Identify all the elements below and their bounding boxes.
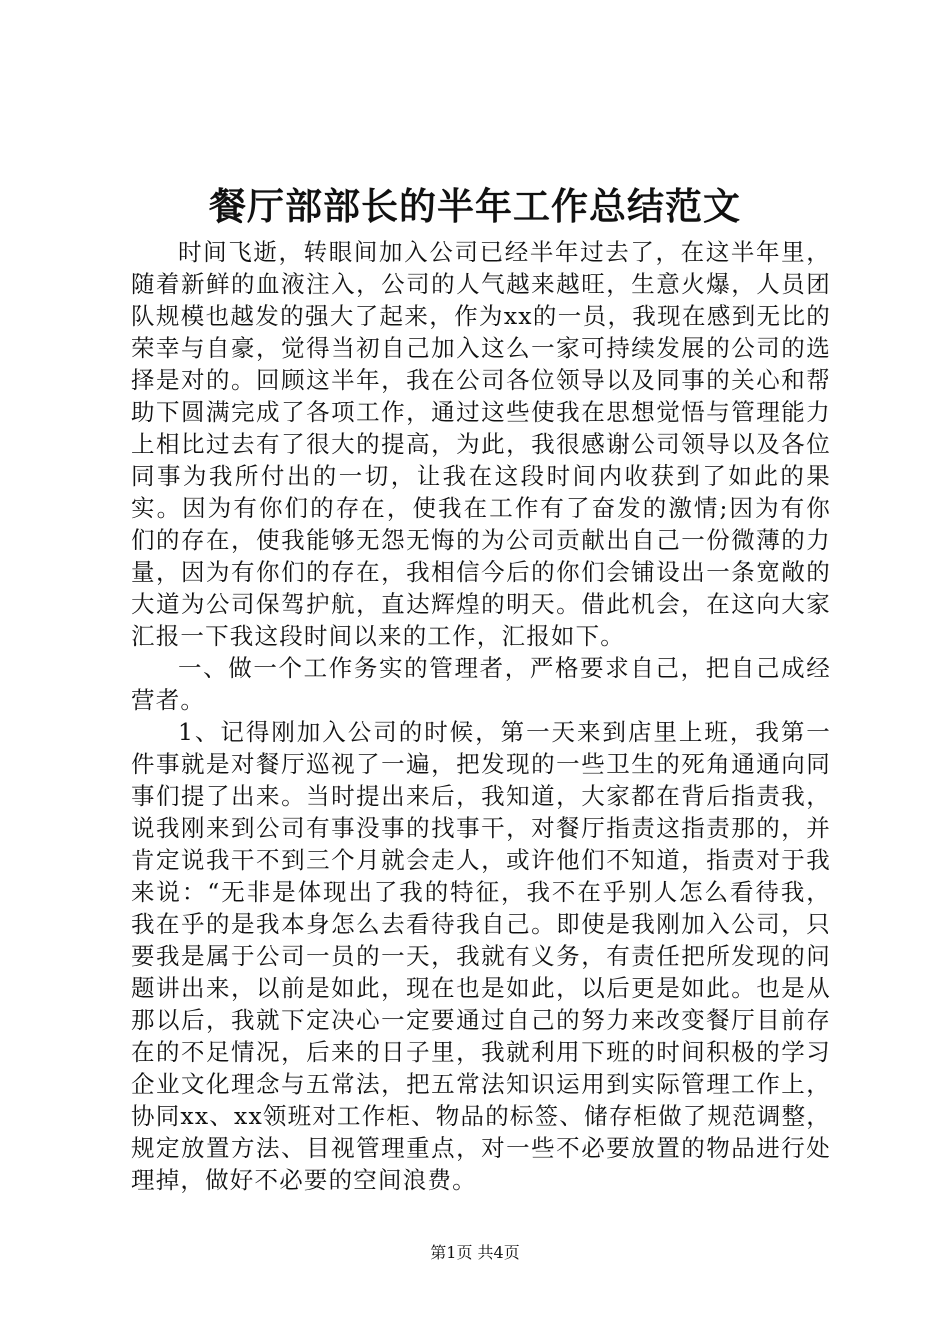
document-body bbox=[131, 236, 831, 1196]
paragraph-section-heading: 一、做一个工作务实的管理者，严格要求自己，把自己成经营者。 bbox=[131, 654, 831, 714]
page-footer: 第1页 共4页 bbox=[430, 1243, 520, 1262]
document-title: 餐厅部部长的半年工作总结范文 bbox=[209, 184, 741, 228]
paragraph-item-1: 1、记得刚加入公司的时候，第一天来到店里上班，我第一件事就是对餐厅巡视了一遍，把发现的一些卫生的死角通通向同事们提了出来。当时提出来后，我知道，大家都在背后指责我，说我刚来到公司有事没事的找事干，对餐厅指责这指责那的，并肯定说我干不到三个月就会走人，或许他们不知道，指责对于我来说：“无非是体现出了我的特征，我不在乎别人怎么看待我，我在乎的是我本身怎么去看待我自己。即使是我刚加入公司，只要我是属于公司一员的一天，我就有义务，有责任把所发现的问题讲出来，以前是如此，现在也是如此，以后更是如此。也是从那以后，我就下定决心一定要通过自己的努力来改变餐厅目前存在的不足情况，后来的日子里，我就利用下班的时间积极的学习企业文化理念与五常法，把五常法知识运用到实际管理工作上，协同xx、xx领班对工作柜、物品的标签、储存柜做了规范调整，规定放置方法、目视管理重点，对一些不必要放置的物品进行处理掉，做好不必要的空间浪费。 bbox=[131, 718, 832, 1194]
paragraph-intro: 时间飞逝，转眼间加入公司已经半年过去了，在这半年里，随着新鲜的血液注入，公司的人气越来越旺，生意火爆，人员团队规模也越发的强大了起来，作为xx的一员，我现在感到无比的荣幸与自豪，觉得当初自己加入这么一家可持续发展的公司的选择是对的。回顾这半年，我在公司各位领导以及同事的关心和帮助下圆满完成了各项工作，通过这些使我在思想觉悟与管理能力上相比过去有了很大的提高，为此，我很感谢公司领导以及各位同事为我所付出的一切，让我在这段时间内收获到了如此的果实。因为有你们的存在，使我在工作有了奋发的激情;因为有你们的存在，使我能够无怨无悔的为公司贡献出自己一份微薄的力量，因为有你们的存在，我相信今后的你们会铺设出一条宽敞的大道为公司保驾护航，直达辉煌的明天。借此机会，在这向大家汇报一下我这段时间以来的工作，汇报如下。 bbox=[131, 238, 831, 650]
